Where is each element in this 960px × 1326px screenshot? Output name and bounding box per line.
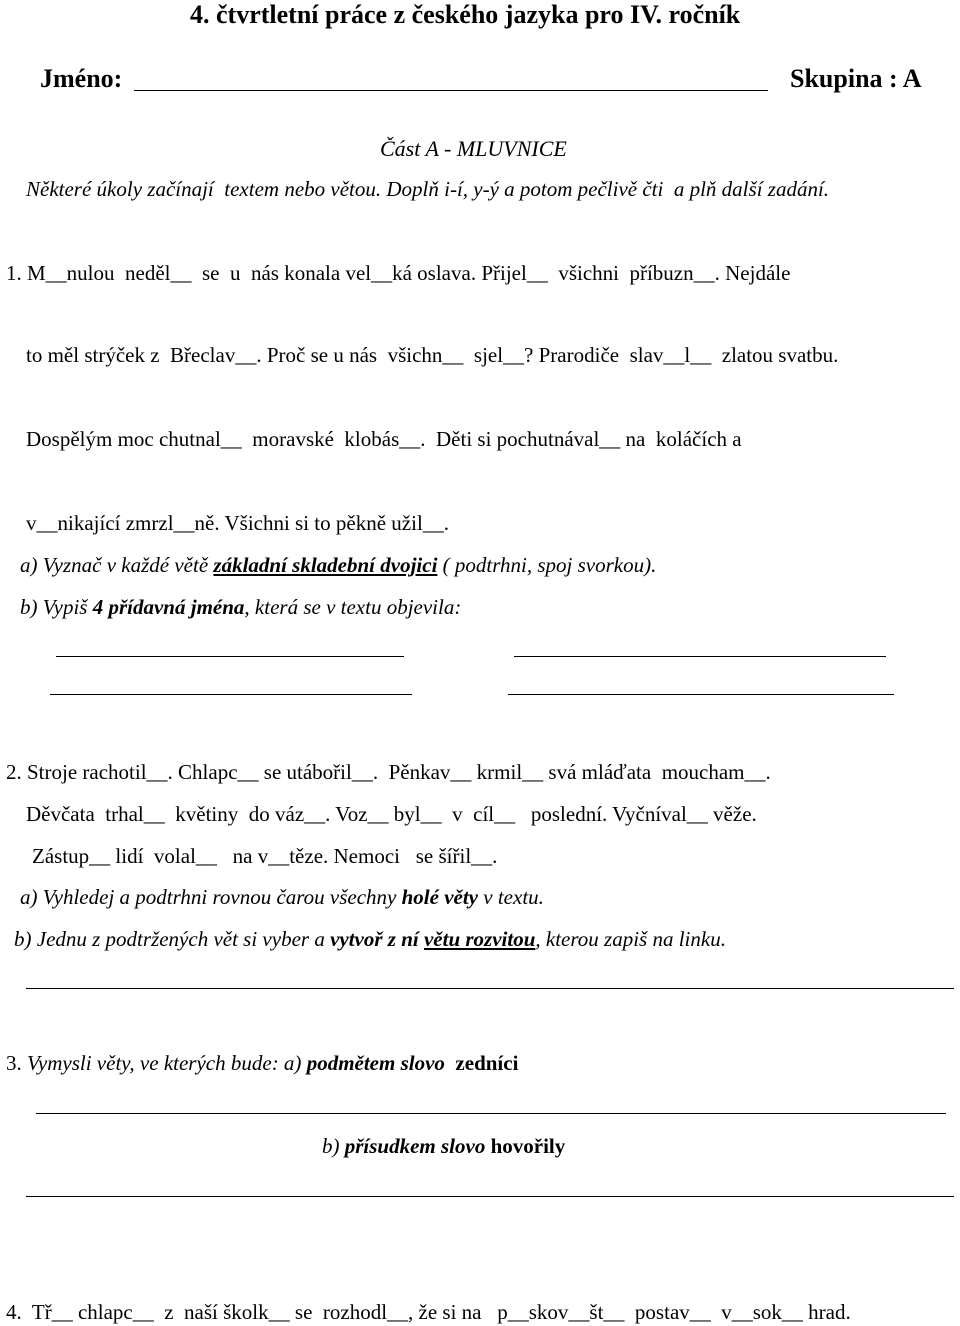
task3-b-emphasis: přísudkem slovo <box>344 1134 486 1158</box>
task2-instruction-a: a) Vyhledej a podtrhni rovnou čarou všechny holé věty v textu. <box>20 885 544 909</box>
task2-b-emphasis-1: vytvoř z ní <box>330 927 424 951</box>
adjective-answer-line-3[interactable] <box>50 694 412 695</box>
task1-line-3: Dospělým moc chutnal__ moravské klobás__. Děti si pochutnával__ na koláčích a <box>26 427 742 451</box>
task3-instruction-b: b) přísudkem slovo hovořily <box>322 1134 566 1158</box>
group-label: Skupina : A <box>790 64 922 93</box>
name-answer-line[interactable] <box>134 90 768 91</box>
task1-line-4: v__nikající zmrzl__ně. Všichni si to pěkně užil__. <box>26 511 450 535</box>
task3-word-hovorily: hovořily <box>485 1134 566 1158</box>
task1-line-2: to měl strýček z Břeclav__. Proč se u nás všichn__ sjel__? Prarodiče slav__l__ zlatou svatbu. <box>26 343 839 367</box>
task2-line-2: Děvčata trhal__ květiny do váz__. Voz__ byl__ v cíl__ poslední. Vyčníval__ věže. <box>26 802 757 826</box>
task2-line-1: 2. Stroje rachotil__. Chlapc__ se utábořil__. Pěnkav__ krmil__ svá mláďata moucham__. <box>6 760 771 784</box>
task3-instruction-a: 3. Vymysli věty, ve kterých bude: a) podmětem slovo zedníci <box>6 1051 519 1075</box>
adjective-answer-line-1[interactable] <box>56 656 404 657</box>
task3-a-emphasis: podmětem slovo <box>306 1051 445 1075</box>
task1-instruction-b: b) Vypiš 4 přídavná jména, která se v textu objevila: <box>20 595 462 619</box>
adjective-answer-line-4[interactable] <box>508 694 894 695</box>
task2-line-3: Zástup__ lidí volal__ na v__těze. Nemoci se šířil__. <box>32 844 498 868</box>
task1-a-emphasis: základní skladební dvojici <box>213 553 438 577</box>
task4-line: 4. Tř__ chlapc__ z naší školk__ se rozhodl__, že si na p__skov__št__ postav__ v__sok__ hrad. <box>6 1300 851 1324</box>
task2-a-emphasis: holé věty <box>401 885 479 909</box>
task1-line-1: 1. M__nulou neděl__ se u nás konala vel__ká oslava. Přijel__ všichni příbuzn__. Nejdále <box>6 261 791 285</box>
task2-instruction-b: b) Jednu z podtržených vět si vyber a vytvoř z ní větu rozvitou, kterou zapiš na linku. <box>14 927 726 951</box>
name-label: Jméno: <box>40 64 123 93</box>
task3-answer-line-a[interactable] <box>36 1113 946 1114</box>
adjective-answer-line-2[interactable] <box>514 656 886 657</box>
task1-instruction-a: a) Vyznač v každé větě základní skladební dvojici ( podtrhni, spoj svorkou). <box>20 553 657 577</box>
task1-b-emphasis: 4 přídavná jména <box>92 595 245 619</box>
task3-word-zednici: zedníci <box>444 1051 519 1075</box>
section-title: Část A - MLUVNICE <box>380 136 567 161</box>
task2-b-emphasis-2: větu rozvitou <box>423 927 536 951</box>
task2-answer-line[interactable] <box>26 988 954 989</box>
page-title: 4. čtvrtletní práce z českého jazyka pro IV. ročník <box>190 0 741 29</box>
instructions-text: Některé úkoly začínají textem nebo větou. Doplň i-í, y-ý a potom pečlivě čti a plň další zadání. <box>26 177 830 201</box>
task3-answer-line-b[interactable] <box>26 1196 954 1197</box>
